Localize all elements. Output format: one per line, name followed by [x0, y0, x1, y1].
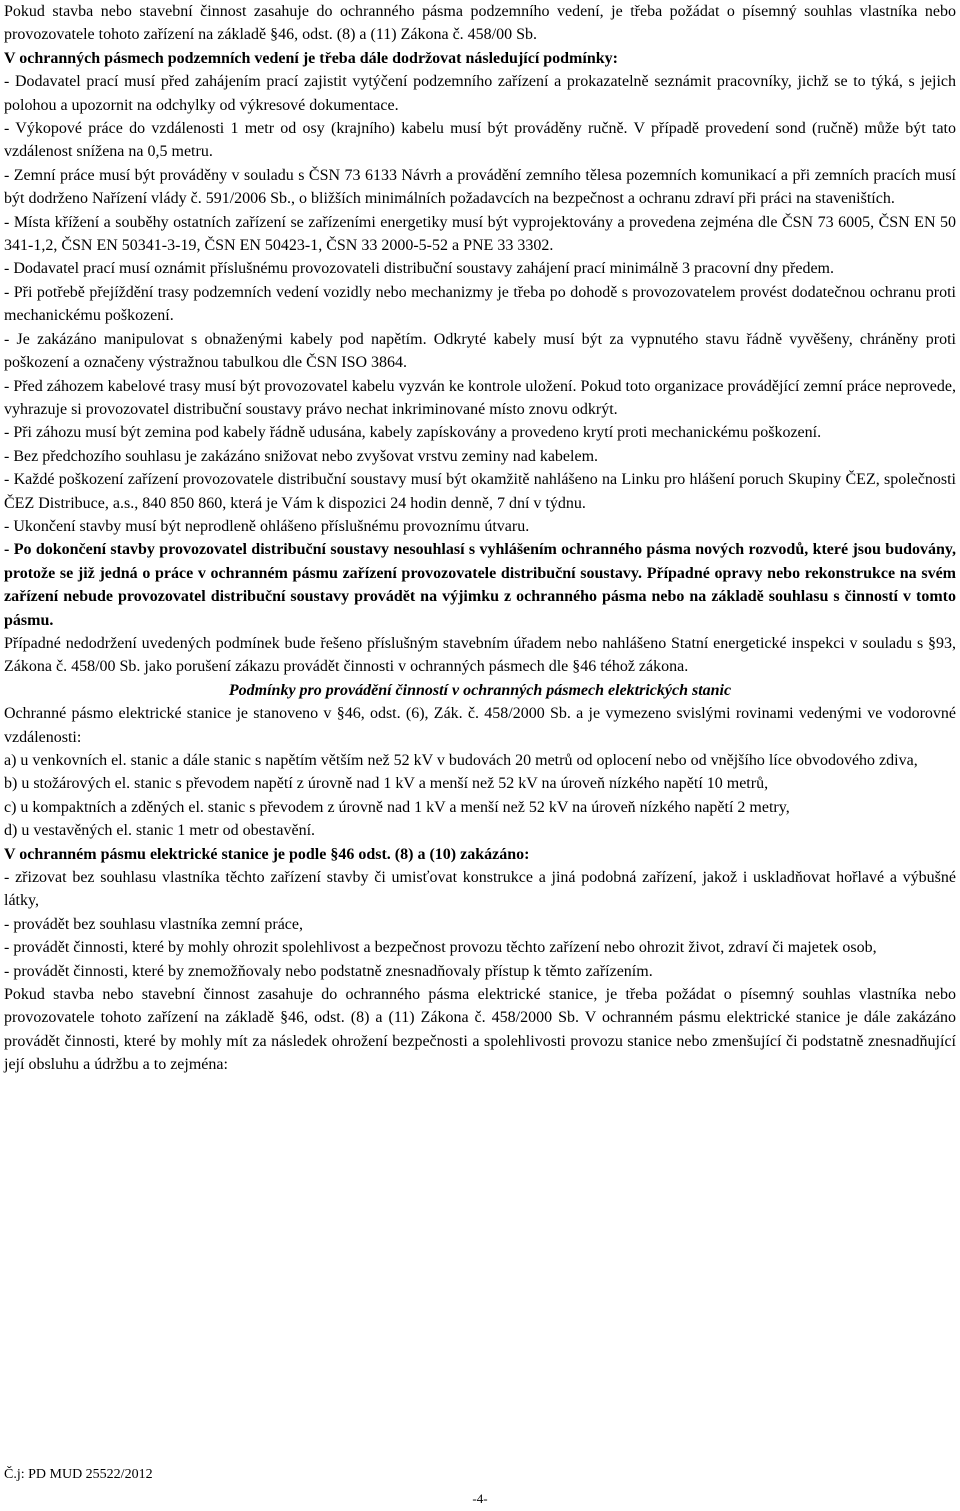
- paragraph: - Výkopové práce do vzdálenosti 1 metr od osy (krajního) kabelu musí být prováděny ručně. V případě provedení sond (ručně) může být tato vzdálenost snížena na 0,5 metru.: [4, 120, 956, 161]
- paragraph: - Je zakázáno manipulovat s obnaženými kabely pod napětím. Odkryté kabely musí být za vypnutého stavu řádně vyvěšeny, chráněny proti poškození a označeny výstražnou tabulkou dle ČSN ISO 3864.: [4, 330, 956, 372]
- paragraph: - Zemní práce musí být prováděny v souladu s ČSN 73 6133 Návrh a provádění zemního tělesa pozemních komunikací a při zemních pracích musí být dodrženo Nařízení vlády č. 591/2006 Sb., o bližších minimálních požadavcích na bezpečnost a ochranu zdraví při práci na staveništích.: [4, 166, 956, 208]
- paragraph: - Při záhozu musí být zemina pod kabely řádně udusána, kabely zapískovány a provedeno krytí proti mechanickému poškození.: [4, 424, 822, 442]
- paragraph: - Po dokončení stavby provozovatel distribuční soustavy nesouhlasí s vyhlášením ochranného pásma nových rozvodů, které jsou budovány, protože se již jedná o práce v ochranném pásmu zařízení provozovatele distribuční soustavy. Případné opravy nebo rekonstrukce na svém zařízení nebude provozovatel distribuční soustavy provádět na výjimku z ochranného pásma nebo na základě souhlasu s činností v tomto pásmu.: [4, 541, 956, 629]
- paragraph: Ochranné pásmo elektrické stanice je stanoveno v §46, odst. (6), Zák. č. 458/2000 Sb. a je vymezeno svislými rovinami vedenými ve vodorovné vzdálenosti:: [4, 705, 956, 746]
- paragraph: - Ukončení stavby musí být neprodleně ohlášeno příslušnému provoznímu útvaru.: [4, 517, 530, 535]
- page-number: -4-: [472, 1491, 488, 1506]
- paragraph: - Při potřebě přejíždění trasy podzemních vedení vozidly nebo mechanizmy je třeba po dohodě s provozovatelem provést dodatečnou ochranu proti mechanickému poškození.: [4, 283, 956, 325]
- paragraph: c) u kompaktních a zděných el. stanic s převodem z úrovně nad 1 kV a menší než 52 kV na úroveň nízkého napětí 2 metry,: [4, 798, 790, 816]
- section-heading: Podmínky pro provádění činností v ochranných pásmech elektrických stanic: [228, 681, 732, 699]
- paragraph: V ochranných pásmech podzemních vedení je třeba dále dodržovat následující podmínky:: [4, 49, 618, 67]
- document-body: [4, 0, 956, 1077]
- paragraph: - provádět činnosti, které by znemožňovaly nebo podstatně znesnadňovaly přístup k těmto zařízením.: [4, 962, 653, 980]
- paragraph: V ochranném pásmu elektrické stanice je podle §46 odst. (8) a (10) zakázáno:: [4, 845, 530, 863]
- paragraph: Pokud stavba nebo stavební činnost zasahuje do ochranného pásma elektrické stanice, je třeba požádat o písemný souhlas vlastníka nebo provozovatele tohoto zařízení na základě §46, odst. (8) a (11) Zákona č. 458/2000 Sb. V ochranném pásmu elektrické stanice je dále zakázáno provádět činnosti, které by mohly mít za následek ohrožení bezpečnosti a spolehlivosti provozu stanice nebo zmenšující či podstatně znesnadňující její obsluhu a údržbu a to zejména:: [4, 986, 956, 1074]
- paragraph: Pokud stavba nebo stavební činnost zasahuje do ochranného pásma podzemního vedení, je třeba požádat o písemný souhlas vlastníka nebo provozovatele tohoto zařízení na základě §46, odst. (8) a (11) Zákona č. 458/00 Sb.: [4, 3, 956, 44]
- paragraph: - Před záhozem kabelové trasy musí být provozovatel kabelu vyzván ke kontrole uložení. Pokud toto organizace provádějící zemní práce neprovede, vyhrazuje si provozovatel distribuční soustavy právo nechat inkriminované místo znovu odkrýt.: [4, 377, 956, 418]
- paragraph: - Místa křížení a souběhy ostatních zařízení se zařízeními energetiky musí být vyprojektovány a provedena zejména dle ČSN 73 6005, ČSN EN 50 341-1,2, ČSN EN 50341-3-19, ČSN EN 50423-1, ČSN 33 2000-5-52 a PNE 33 3302.: [4, 213, 956, 255]
- paragraph: - Bez předchozího souhlasu je zakázáno snižovat nebo zvyšovat vrstvu zeminy nad kabelem.: [4, 447, 599, 465]
- paragraph: - Dodavatel prací musí oznámit příslušnému provozovateli distribuční soustavy zahájení prací minimálně 3 pracovní dny předem.: [4, 260, 834, 278]
- paragraph: b) u stožárových el. stanic s převodem napětí z úrovně nad 1 kV a menší než 52 kV na úroveň nízkého napětí 10 metrů,: [4, 775, 769, 793]
- paragraph: - Každé poškození zařízení provozovatele distribuční soustavy musí být okamžitě nahlášeno na Linku pro hlášení poruch Skupiny ČEZ, společnosti ČEZ Distribuce, a.s., 840 850 860, která je Vám k dispozici 24 hodin denně, 7 dní v týdnu.: [4, 471, 956, 512]
- paragraph: - provádět bez souhlasu vlastníka zemní práce,: [4, 915, 303, 933]
- footer-reference: Č.j: PD MUD 25522/2012: [4, 1467, 153, 1482]
- paragraph: d) u vestavěných el. stanic 1 metr od obestavění.: [4, 822, 316, 840]
- paragraph: - zřizovat bez souhlasu vlastníka těchto zařízení stavby či umisťovat konstrukce a jiná podobná zařízení, jakož i uskladňovat hořlavé a výbušné látky,: [4, 869, 956, 910]
- paragraph: - Dodavatel prací musí před zahájením prací zajistit vytýčení podzemního zařízení a prokazatelně seznámit pracovníky, jichž se to týká, s jejich polohou a upozornit na odchylky od výkresové dokumentace.: [4, 73, 956, 114]
- paragraph: Případné nedodržení uvedených podmínek bude řešeno příslušným stavebním úřadem nebo nahlášeno Statní energetické inspekci v souladu s §93, Zákona č. 458/00 Sb. jako porušení zákazu provádět činnosti v ochranných pásmech dle §46 téhož zákona.: [4, 634, 956, 676]
- paragraph: a) u venkovních el. stanic a dále stanic s napětím větším než 52 kV v budovách 20 metrů od oplocení nebo od vnějšího líce obvodového zdiva,: [4, 752, 918, 769]
- paragraph: - provádět činnosti, které by mohly ohrozit spolehlivost a bezpečnost provozu těchto zařízení nebo ohrozit život, zdraví či majetek osob,: [4, 939, 877, 957]
